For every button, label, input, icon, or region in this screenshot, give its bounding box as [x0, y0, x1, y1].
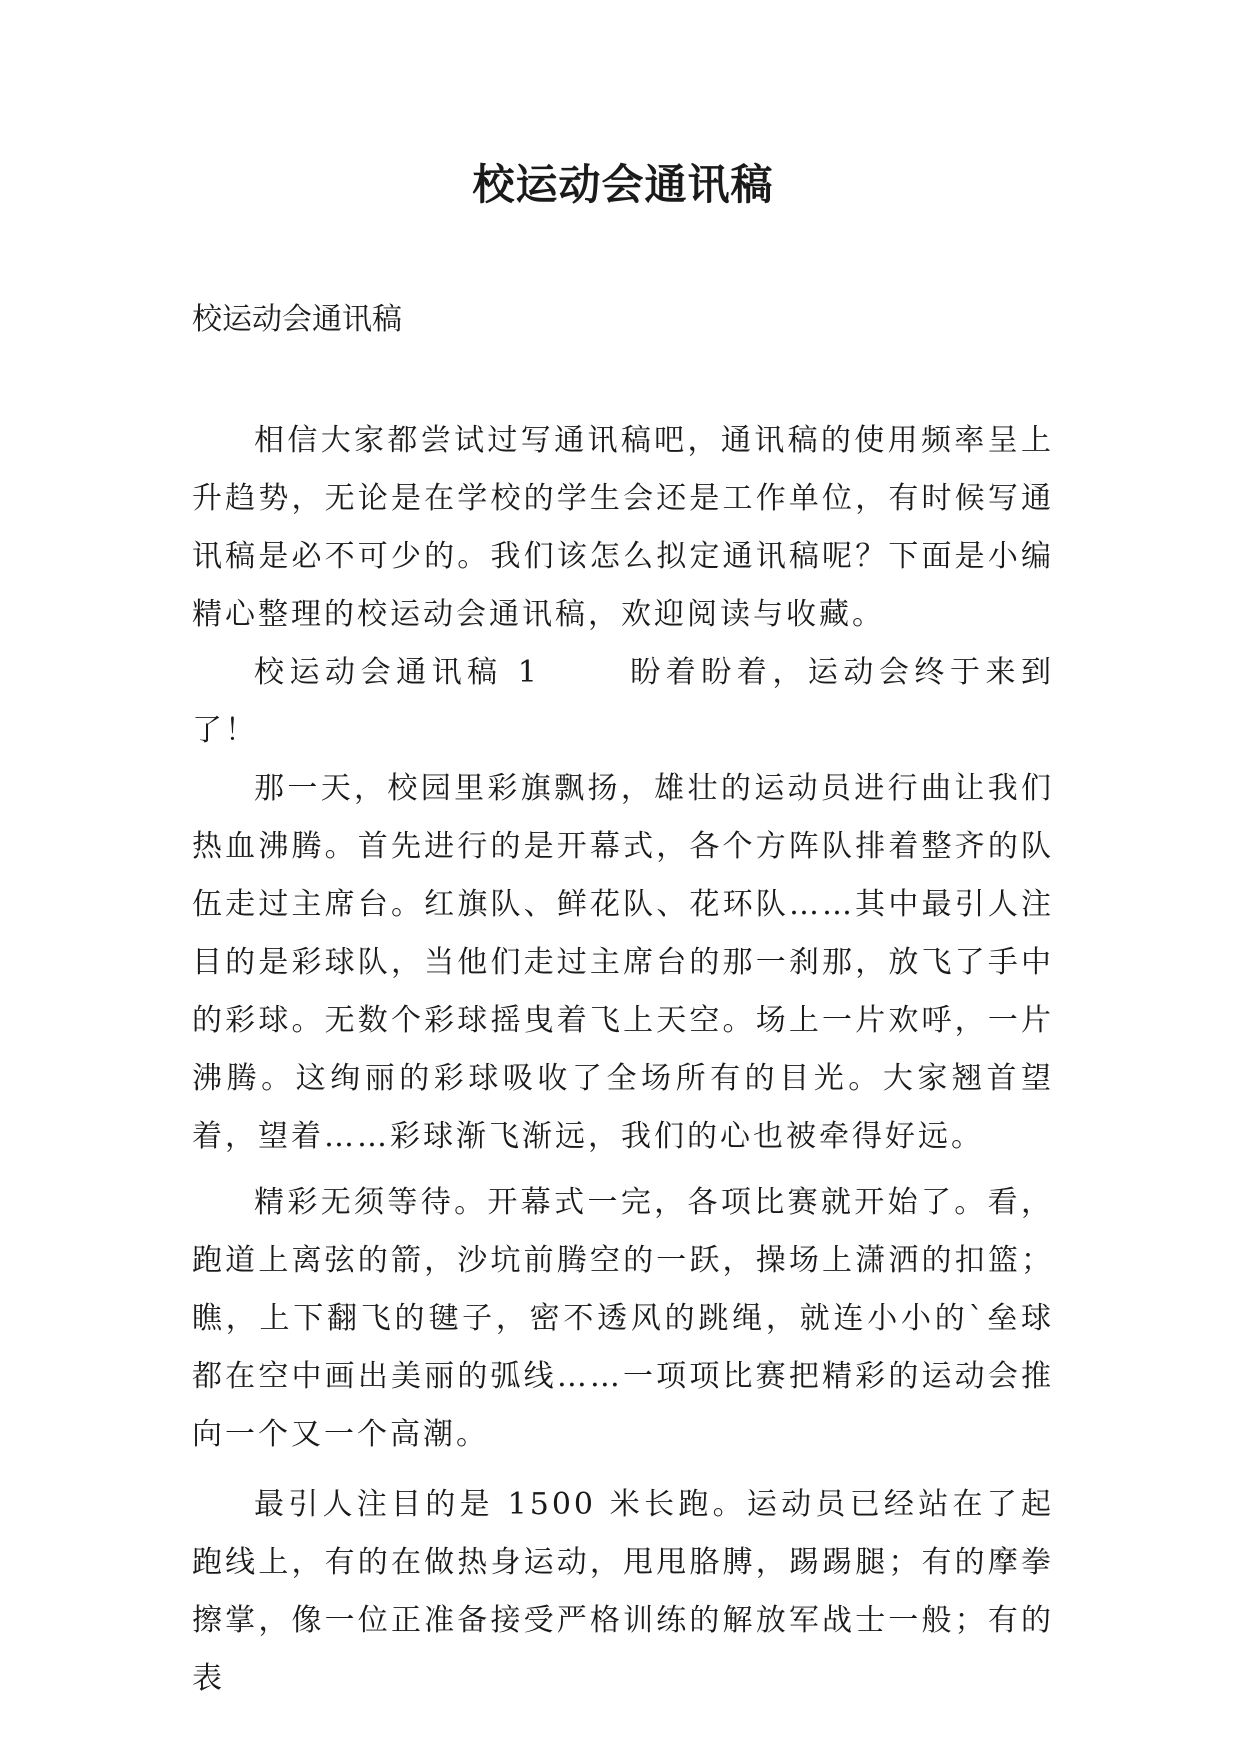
document-page — [192, 150, 1054, 1708]
body-paragraph: 精彩无须等待。开幕式一完，各项比赛就开始了。看，跑道上离弦的箭，沙坑前腾空的一跃，操场上潇洒的扣篮；瞧，上下翻飞的毽子，密不透风的跳绳，就连小小的`垒球都在空中画出美丽的弧线……一项项比赛把精彩的运动会推向一个又一个高潮。 — [192, 1185, 1054, 1452]
document-title: 校运动会通讯稿 — [472, 160, 774, 209]
section-heading-line — [192, 644, 1054, 760]
body-paragraph: 那一天，校园里彩旗飘扬，雄壮的运动员进行曲让我们热血沸腾。首先进行的是开幕式，各个方阵队排着整齐的队伍走过主席台。红旗队、鲜花队、花环队……其中最引人注目的是彩球队，当他们走过主席台的那一刹那，放飞了手中的彩球。无数个彩球摇曳着飞上天空。场上一片欢呼，一片沸腾。这绚丽的彩球吸收了全场所有的目光。大家翘首望着，望着……彩球渐飞渐远，我们的心也被牵得好远。 — [192, 771, 1054, 1154]
heading-spacer — [540, 655, 630, 690]
body-paragraph: 最引人注目的是 1500 米长跑。运动员已经站在了起跑线上，有的在做热身运动，甩甩胳膊，踢踢腿；有的摩拳擦掌，像一位正准备接受严格训练的解放军战士一般；有的表 — [192, 1487, 1054, 1696]
intro-paragraph: 相信大家都尝试过写通讯稿吧，通讯稿的使用频率呈上升趋势，无论是在学校的学生会还是工作单位，有时候写通讯稿是必不可少的。我们该怎么拟定通讯稿呢？下面是小编精心整理的校运动会通讯稿，欢迎阅读与收藏。 — [192, 423, 1054, 632]
section-lead: 盼着盼着，运动会终于来到了！ — [192, 655, 1055, 748]
document-body — [192, 412, 1054, 1708]
section-heading: 校运动会通讯稿 1 — [254, 655, 540, 690]
document-subtitle: 校运动会通讯稿 — [192, 302, 402, 337]
